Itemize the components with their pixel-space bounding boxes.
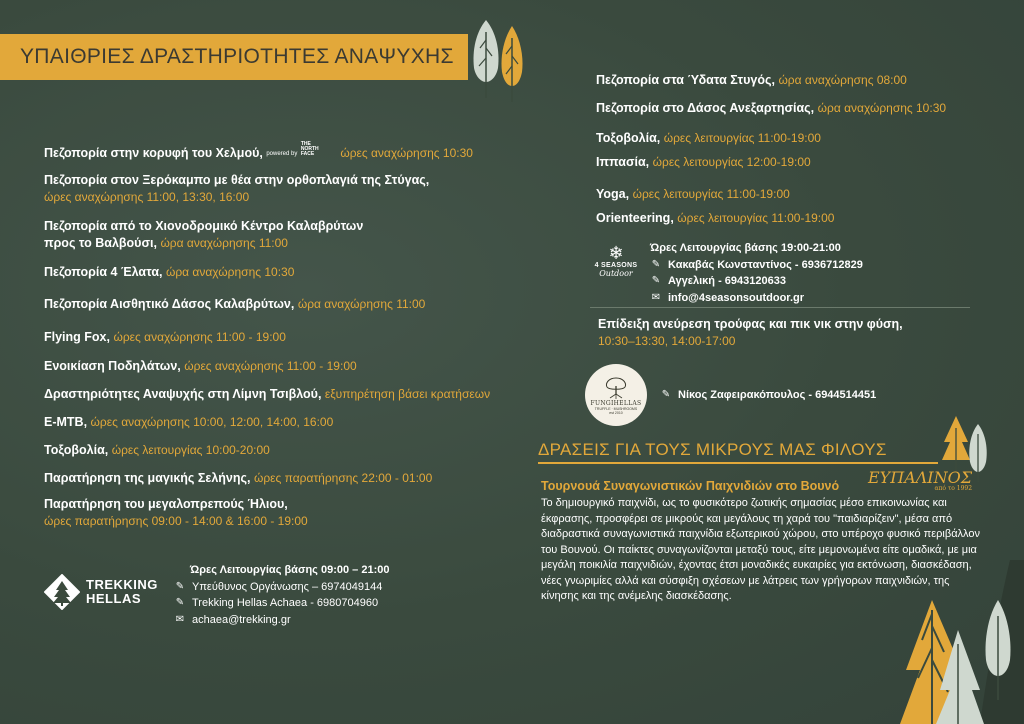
- trekking-hours: Ώρες Λειτουργίας βάσης 09:00 – 21:00: [190, 564, 390, 576]
- north-face-logo: THE NORTH FACE: [300, 141, 319, 157]
- diamond-tree-icon: [44, 574, 80, 610]
- activity-valvousi: Πεζοπορία από το Χιονοδρομικό Κέντρο Καλαβρύτων προς το Βαλβούσι, ώρα αναχώρησης 11:00: [44, 219, 364, 250]
- fungihellas-logo: FUNGIHELLAS TRUFFLE · MUSHROOMS est 2010: [585, 364, 647, 426]
- truffle-tree-icon: [602, 376, 630, 400]
- section2-title-banner: [538, 440, 938, 464]
- four-seasons-contact: [650, 240, 863, 306]
- activity-xerokampos: Πεζοπορία στον Ξερόκαμπο με θέα στην ορθοπλαγιά της Στύγας, ώρες αναχώρησης 11:00, 13:30, 16:00: [44, 173, 430, 204]
- trekking-hellas-logo: [44, 574, 158, 610]
- section1-title-banner: [0, 34, 468, 80]
- activity-moon: Παρατήρηση της μαγικής Σελήνης, ώρες παρατήρησης 22:00 - 01:00: [44, 471, 433, 485]
- activity-bikes: Ενοικίαση Ποδηλάτων, ώρες αναχώρησης 11:00 - 19:00: [44, 359, 357, 373]
- trekking-logo-line1: TREKKING: [86, 577, 158, 592]
- activity-flying-fox: Flying Fox, ώρες αναχώρησης 11:00 - 19:00: [44, 330, 286, 344]
- activity-truffle: Επίδειξη ανεύρεση τρούφας και πικ νικ στην φύση, 10:30–13:30, 14:00-17:00: [598, 317, 903, 348]
- snowflake-icon: ❄: [608, 243, 624, 263]
- phone-icon: ✎: [651, 258, 661, 270]
- section1-title: ΥΠΑΙΘΡΙΕΣ ΔΡΑΣΤΗΡΙΟΤΗΤΕΣ ΑΝΑΨΥΧΗΣ: [20, 45, 454, 68]
- activity-dasos-anexartisias: Πεζοπορία στο Δάσος Ανεξαρτησίας, ώρα αναχώρησης 10:30: [596, 101, 947, 115]
- activity-orienteering: Orienteering, ώρες λειτουργίας 11:00-19:00: [596, 211, 835, 225]
- phone-icon: ✎: [175, 580, 185, 592]
- activity-aisthitiko-dasos: Πεζοπορία Αισθητικό Δάσος Καλαβρύτων, ώρα αναχώρησης 11:00: [44, 297, 426, 311]
- activity-yoga: Yoga, ώρες λειτουργίας 11:00-19:00: [596, 187, 790, 201]
- fungi-contact: [660, 387, 876, 404]
- four-seasons-logo: ❄ 4 SEASONS Outdoor: [586, 244, 646, 278]
- activity-riding: Ιππασία, ώρες λειτουργίας 12:00-19:00: [596, 155, 811, 169]
- mail-icon: ✉: [175, 613, 185, 625]
- tour-description: Το δημιουργικό παιχνίδι, ως το φυσικότερο ζωτικής σημασίας μέσο επικοινωνίας και έκφρασης, προσφέρει σε μικρούς και μεγάλους τη χαρά του "παιδιαρίζειν", μέσα από διαδραστικά συναγωνιστικά παιχνίδια εξωτερικού χώρου, στο υπέροχο φυσικό περιβάλλον του Βουνού. Οι παίκτες συναγωνίζονται μεταξύ τους, είτε μεμονωμένα είτε ομαδικά, με μια μεγάλη ποικιλία παιχνιδιών, έχοντας έτσι μοναδικές ευκαιρίες για εκτόνωση, διασκέδαση, νέες γνωριμίες αλλά και σύσφιξη σχέσεων με λάτρεις των γρήγορων παιχνιδιών, της κίνησης και της ανέμελης διασκέδασης.: [541, 497, 981, 602]
- activity-ydata-stygos: Πεζοπορία στα Ύδατα Στυγός, ώρα αναχώρησης 08:00: [596, 73, 907, 87]
- trekking-phone2: Trekking Hellas Achaea - 6980704960: [192, 597, 379, 609]
- mail-icon: ✉: [651, 291, 661, 303]
- phone-icon: ✎: [175, 597, 185, 608]
- four-seasons-hours: Ώρες Λειτουργίας βάσης 19:00-21:00: [650, 242, 841, 254]
- activity-emtb: E-MTB, ώρες αναχώρησης 10:00, 12:00, 14:00, 16:00: [44, 415, 334, 429]
- activity-right-archery: Τοξοβολία, ώρες λειτουργίας 11:00-19:00: [596, 131, 821, 145]
- tree-icon: [466, 12, 538, 104]
- divider: [590, 307, 970, 308]
- trekking-contact: [174, 562, 389, 628]
- activity-4-elata: Πεζοπορία 4 Έλατα, ώρα αναχώρησης 10:30: [44, 265, 295, 279]
- four-seasons-phone1: Κακαβάς Κωνσταντίνος - 6936712829: [668, 258, 863, 271]
- forest-decoration-icon: [900, 560, 1024, 724]
- trekking-logo-line2: HELLAS: [86, 591, 141, 606]
- phone-icon: ✎: [661, 389, 671, 400]
- activity-tsivlou: Δραστηριότητες Αναψυχής στη Λίμνη Τσιβλού, εξυπηρέτηση βάσει κρατήσεων: [44, 387, 491, 401]
- fungi-phone: Νίκος Ζαφειρακόπουλος - 6944514451: [678, 389, 877, 401]
- section2-title: ΔΡΑΣΕΙΣ ΓΙΑ ΤΟΥΣ ΜΙΚΡΟΥΣ ΜΑΣ ΦΙΛΟΥΣ: [538, 440, 887, 459]
- eupalinos-logo: ΕΥΠΑΛΙΝΟΣ από το 1992: [868, 468, 973, 492]
- trekking-email[interactable]: achaea@trekking.gr: [192, 613, 291, 626]
- activity-archery: Τοξοβολία, ώρες λειτουργίας 10:00-20:00: [44, 443, 270, 457]
- activity-chelmos: Πεζοπορία στην κορυφή του Χελμού, powered by THE NORTH FACE ώρες αναχώρησης 10:30: [44, 141, 473, 160]
- tour-title: Τουρνουά Συναγωνιστικών Παιχνιδιών στο Βουνό: [541, 479, 840, 493]
- trekking-phone1: Υπεύθυνος Οργάνωσης – 6974049144: [192, 580, 383, 593]
- four-seasons-email[interactable]: info@4seasonsoutdoor.gr: [668, 291, 805, 304]
- phone-icon: ✎: [651, 275, 661, 286]
- activity-sun: Παρατήρηση του μεγαλοπρεπούς Ήλιου, ώρες παρατήρησης 09:00 - 14:00 & 16:00 - 19:00: [44, 497, 308, 528]
- four-seasons-phone2: Αγγελική - 6943120633: [668, 275, 786, 287]
